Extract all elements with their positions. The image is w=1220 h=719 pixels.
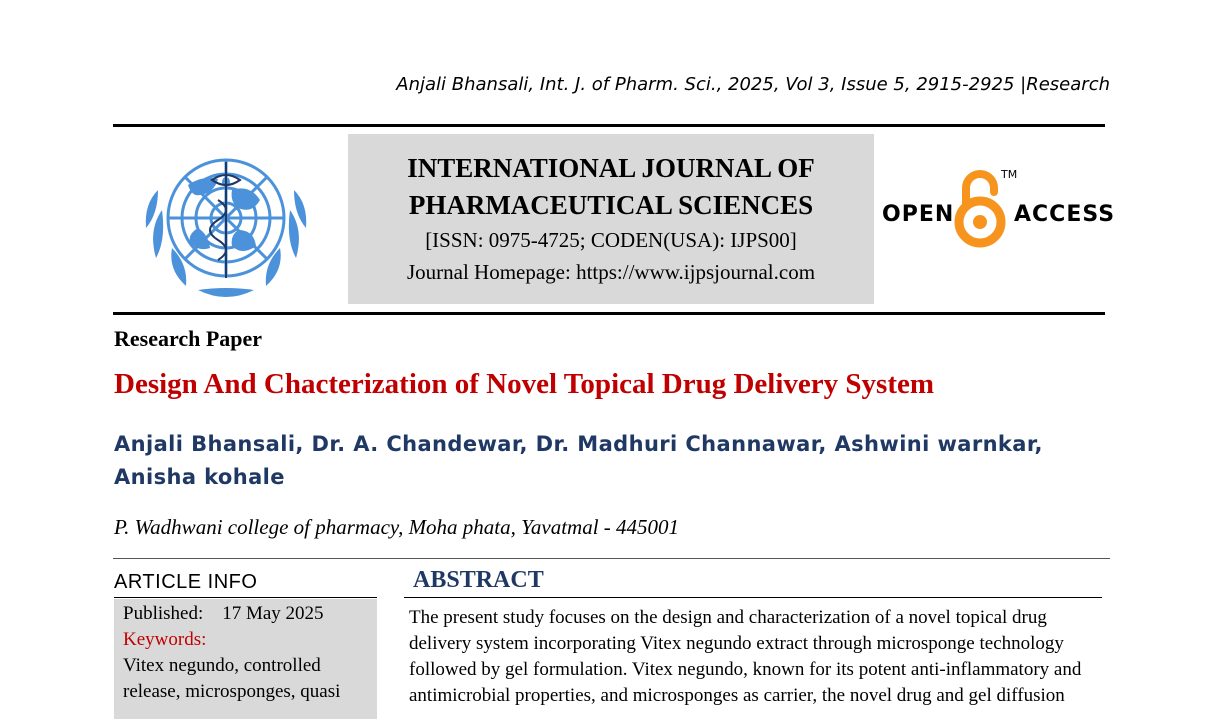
journal-homepage: Journal Homepage: https://www.ijpsjournal.com [406, 260, 816, 284]
running-header-citation: Anjali Bhansali, Int. J. of Pharm. Sci., 2025, Vol 3, Issue 5, 2915-2925 |Research [396, 74, 1110, 95]
header-bottom-rule [113, 312, 1105, 315]
journal-name-line2: PHARMACEUTICAL SCIENCES [408, 190, 814, 220]
open-access-lock-icon [954, 164, 1006, 250]
keywords-label: Keywords: [123, 629, 207, 650]
abstract-line-2: delivery system incorporating Vitex negundo extract through microsponge technology [409, 633, 1064, 654]
article-title: Design And Chacterization of Novel Topical Drug Delivery System [114, 368, 935, 400]
open-label: OPEN [882, 202, 955, 227]
abstract-line-1: The present study focuses on the design and characterization of a novel topical drug [409, 607, 1047, 628]
authors-line-2: Anisha kohale [114, 465, 285, 489]
header-top-rule [113, 124, 1105, 127]
abstract-heading: ABSTRACT [413, 567, 544, 593]
journal-name-line1: INTERNATIONAL JOURNAL OF [407, 153, 815, 183]
keywords-line-2: release, microsponges, quasi [123, 681, 341, 702]
access-label: ACCESS [1014, 202, 1116, 227]
article-info-box [114, 599, 377, 719]
journal-issn: [ISSN: 0975-4725; CODEN(USA): IJPS00] [425, 228, 797, 252]
keywords-line-1: Vitex negundo, controlled [123, 655, 321, 676]
open-access-logo [880, 160, 1116, 252]
section-divider [113, 558, 1110, 559]
abstract-body [409, 605, 1106, 709]
journal-logo-emblem [128, 140, 324, 306]
article-info-heading: ARTICLE INFO [114, 571, 258, 593]
article-type: Research Paper [114, 326, 263, 351]
journal-banner [348, 134, 874, 304]
abstract-rule [404, 597, 1102, 598]
article-info-rule [114, 597, 377, 598]
trademark-mark: TM [1001, 168, 1018, 181]
published-date: 17 May 2025 [222, 603, 324, 624]
abstract-line-4: antimicrobial properties, and microsponges as carrier, the novel drug and gel diffusion [409, 685, 1065, 706]
author-affiliation: P. Wadhwani college of pharmacy, Moha phata, Yavatmal - 445001 [114, 515, 680, 539]
published-label: Published: [123, 603, 204, 624]
published-row [123, 601, 368, 627]
authors-line-1: Anjali Bhansali, Dr. A. Chandewar, Dr. Madhuri Channawar, Ashwini warnkar, [114, 432, 1043, 456]
abstract-line-3: followed by gel formulation. Vitex negundo, known for its potent anti-inflammatory and [409, 659, 1082, 680]
author-list [114, 428, 1104, 494]
